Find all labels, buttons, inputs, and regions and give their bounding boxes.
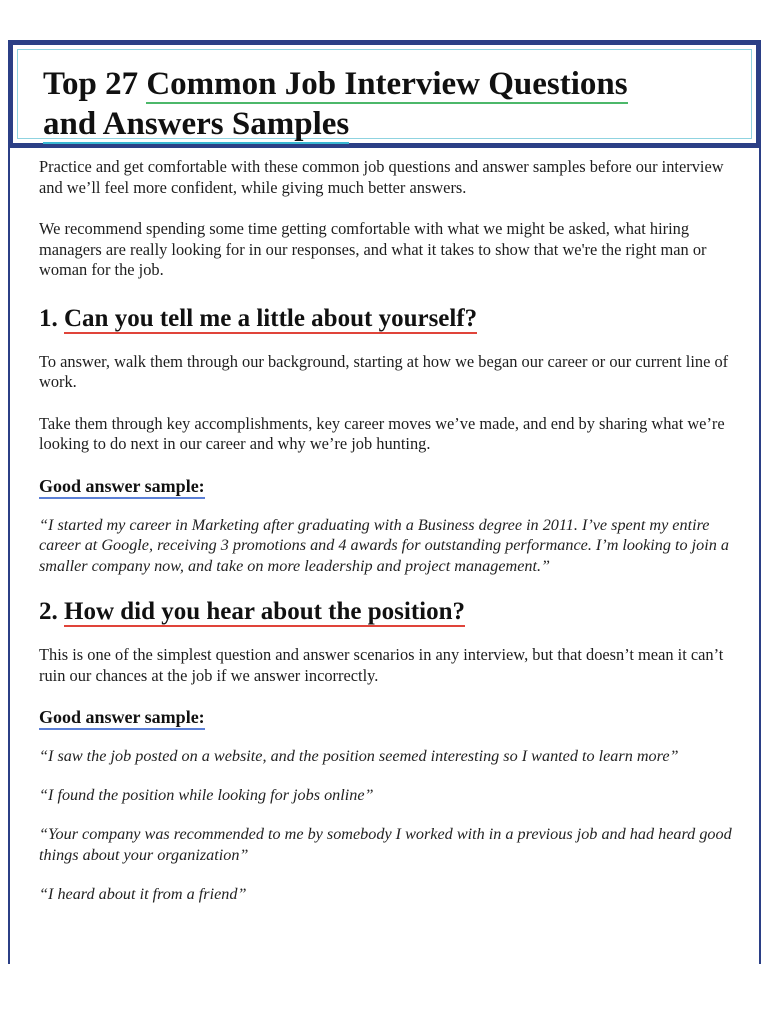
title-box <box>8 40 761 148</box>
question-1-sample-label: Good answer sample: <box>39 475 205 499</box>
title-underlined: Common Job Interview Questions <box>146 66 628 102</box>
question-2-sample-1: “I saw the job posted on a website, and the position seemed interesting so I wanted to learn more” <box>39 747 679 765</box>
question-1-paragraph-2: Take them through key accomplishments, key career moves we’ve made, and end by sharing what we’re looking to do next in our career and why we’re job hunting. <box>39 413 725 453</box>
title-line-1 <box>43 64 751 104</box>
question-2-number: 2. <box>39 598 58 625</box>
title-prefix: Top 27 <box>43 66 147 102</box>
question-2-sample-label: Good answer sample: <box>39 706 205 730</box>
question-2-sample-4: “I heard about it from a friend” <box>39 885 247 903</box>
intro-paragraph-2: We recommend spending some time getting comfortable with what we might be asked, what hiring managers are really looking for in our responses, and what it takes to show that we're the right man or woman for the job. <box>39 219 707 279</box>
title-line-2 <box>43 104 751 144</box>
question-2-heading <box>39 597 751 627</box>
question-1-heading <box>39 304 751 334</box>
question-2-text: How did you hear about the position? <box>64 598 466 625</box>
question-2-sample-2: “I found the position while looking for jobs online” <box>39 785 374 804</box>
question-1-number: 1. <box>39 304 58 332</box>
article-body <box>39 157 751 905</box>
question-1-sample-1: “I started my career in Marketing after graduating with a Business degree in 2011. I’ve spent my entire career at Google, receiving 3 promotions and 4 awards for outstanding performance. I’m looking to join a smaller company now, and take on more leadership and project management.” <box>39 515 729 575</box>
intro-paragraph-1: Practice and get comfortable with these common job questions and answer samples before our interview and we’ll feel more confident, while giving much better answers. <box>39 157 724 197</box>
question-1-sample-label-row <box>39 475 751 499</box>
question-1-paragraph-1: To answer, walk them through our background, starting at how we began our career or our current line of work. <box>39 351 729 391</box>
question-2-paragraph-1: This is one of the simplest question and answer scenarios in any interview, but that doesn’t mean it can’t ruin our chances at the job if we answer incorrectly. <box>39 645 724 685</box>
question-2-sample-label-row <box>39 706 751 730</box>
title-inner-frame <box>17 49 752 142</box>
question-1-text: Can you tell me a little about yourself? <box>64 304 478 332</box>
title-line-2-text: and Answers Samples <box>43 106 350 142</box>
question-2-sample-3: “Your company was recommended to me by somebody I worked with in a previous job and had heard good things about your organization” <box>39 825 732 864</box>
